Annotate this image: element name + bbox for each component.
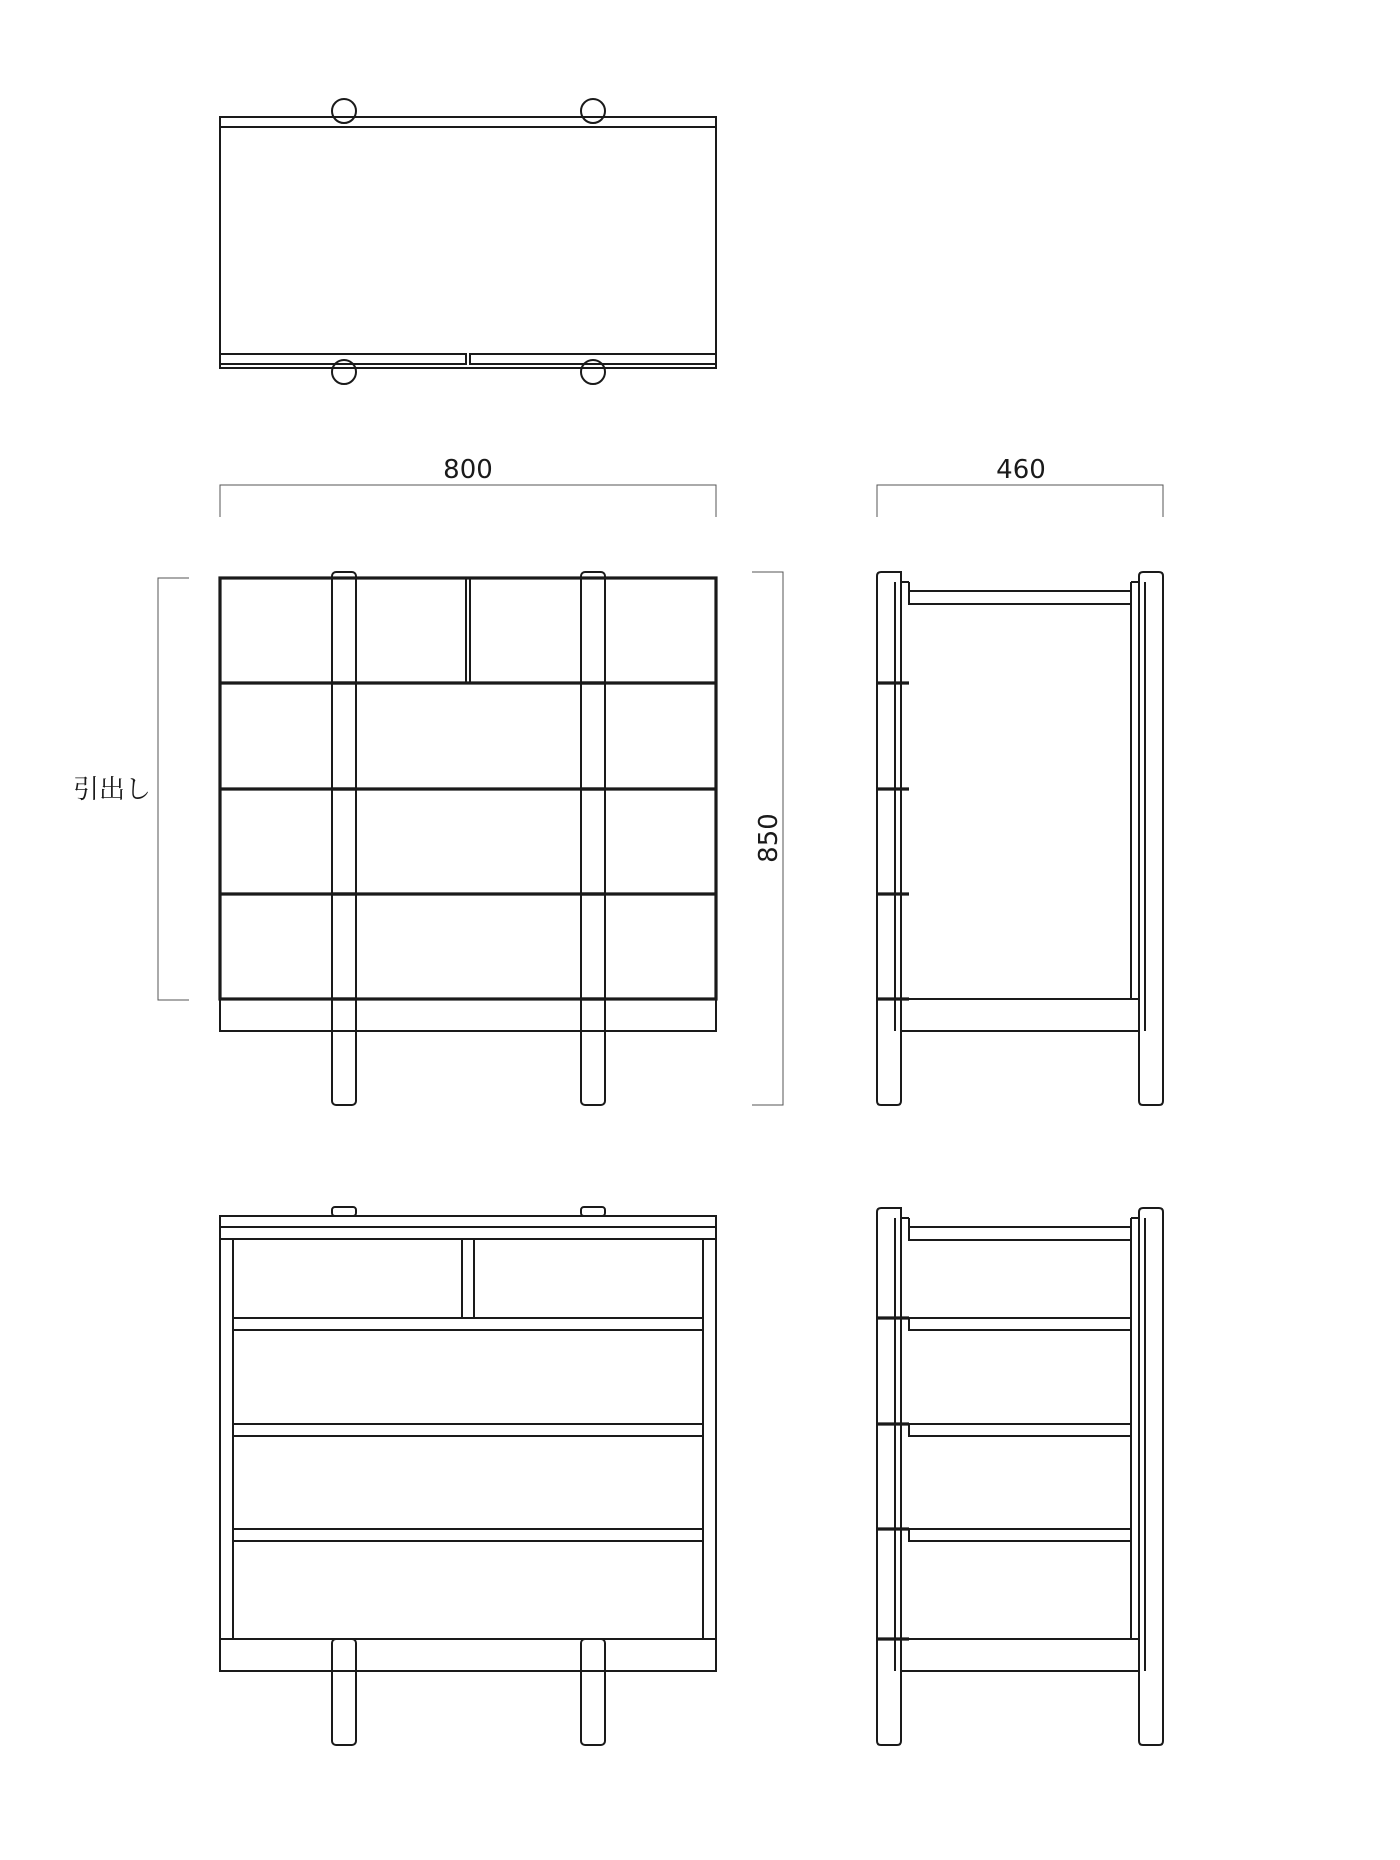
width-dimension (220, 455, 716, 517)
width-dimension-label: 800 (443, 455, 493, 485)
height-dimension (752, 572, 784, 1105)
top-view (220, 99, 716, 384)
side-section-view (877, 1208, 1163, 1745)
depth-dimension-label: 460 (996, 455, 1046, 485)
side-view (877, 572, 1163, 1105)
drawer-dimension (73, 578, 189, 1000)
front-section-view (220, 1207, 716, 1745)
height-dimension-label: 850 (754, 813, 784, 863)
drawer-dimension-label: 引出し (72, 775, 152, 805)
depth-dimension (877, 455, 1163, 517)
front-view (220, 572, 716, 1105)
